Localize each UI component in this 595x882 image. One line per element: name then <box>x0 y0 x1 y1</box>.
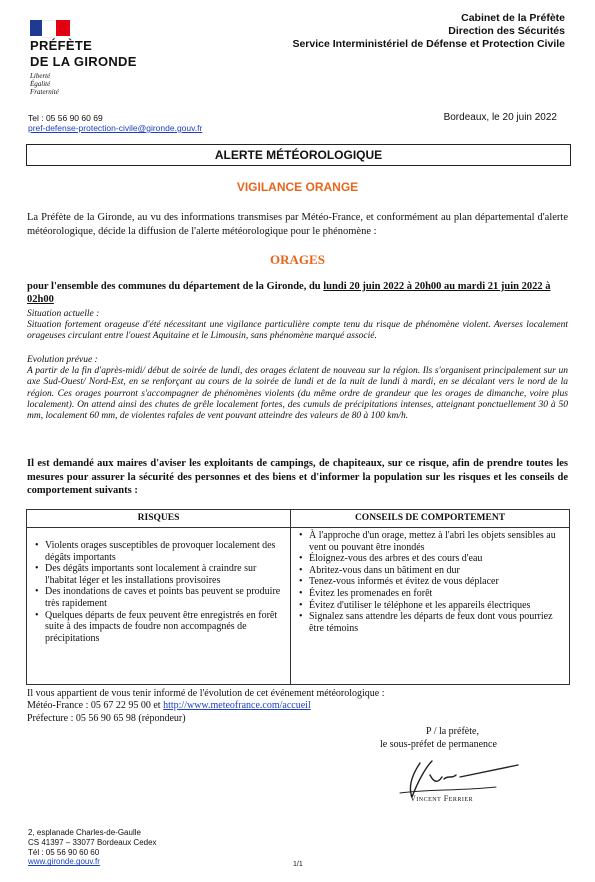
advice-item: • Évitez d'utiliser le téléphone et les appareils électriques <box>297 600 563 612</box>
risk-item: • Violents orages susceptibles de provoquer localement des dégâts importants <box>33 540 285 563</box>
alert-period-range: lundi 20 juin 2022 à 20h00 au mardi 21 juin 2022 à 02h00 <box>27 281 551 305</box>
signature-line-2: le sous-préfet de permanence <box>380 739 497 750</box>
issuer-line-1: Cabinet de la Préfète <box>461 12 565 24</box>
vigilance-level: VIGILANCE ORANGE <box>236 180 359 194</box>
document-title: ALERTE MÉTÉOROLOGIQUE <box>26 144 571 166</box>
advice-item: • À l'approche d'un orage, mettez à l'abri les objets sensibles au vent ou pouvant être inondés <box>297 530 563 553</box>
logo-title-line2: DE LA GIRONDE <box>30 54 137 69</box>
information-sources <box>27 688 385 725</box>
motto-egalite: Égalité <box>30 80 51 88</box>
prefecture-phone: Préfecture : 05 56 90 65 98 (répondeur) <box>27 712 186 724</box>
address-line-3: Tél : 05 56 90 60 60 <box>28 847 100 857</box>
evolution-label: Evolution prévue : <box>27 355 98 365</box>
advice-list <box>297 530 563 634</box>
phenomenon-title: ORAGES <box>270 252 325 267</box>
advice-item: • Abritez-vous dans un bâtiment en dur <box>297 565 563 577</box>
motto-liberte: Liberté <box>30 72 51 80</box>
intro-paragraph: La Préfète de la Gironde, au vu des informations transmises par Météo-France, et conformément au plan départemental d'alerte météorologique, décide la diffusion de l'alerte météorologique pour le phénomène : <box>27 212 568 237</box>
meteo-france-line <box>27 700 385 712</box>
risks-list <box>33 540 285 644</box>
prefecture-address <box>28 828 157 867</box>
situation-label: Situation actuelle : <box>27 309 100 319</box>
risk-item: • Des inondations de caves et points bas peuvent se produire très rapidement <box>33 586 285 609</box>
logo-title-line1: PRÉFÈTE <box>30 38 93 53</box>
signatory-name: Vincent Ferrier <box>410 794 474 803</box>
risk-item: • Des dégâts importants sont localement à craindre sur l'habitat léger et les installations provisoires <box>33 563 285 586</box>
issuer-header <box>292 12 565 51</box>
address-line-1: 2, esplanade Charles-de-Gaulle <box>28 828 141 837</box>
contact-phone: Tel : 05 56 90 60 69 <box>28 113 103 123</box>
republic-flag-logo <box>30 20 70 36</box>
address-line-2: CS 41397 – 33077 Bordeaux Cedex <box>28 837 157 847</box>
risks-advice-table <box>26 509 570 685</box>
meteo-france-link[interactable]: http://www.meteofrance.com/accueil <box>163 700 311 712</box>
contact-email-link[interactable]: pref-defense-protection-civile@gironde.gouv.fr <box>28 123 203 133</box>
advice-item: • Éloignez-vous des arbres et des cours d'eau <box>297 553 563 565</box>
information-intro: Il vous appartient de vous tenir informé de l'évolution de cet événement météorologique : <box>27 688 385 699</box>
mayors-instruction: Il est demandé aux maires d'aviser les exploitants de campings, de chapiteaux, sur ce risque, afin de prendre toutes les mesures pour assurer la sécurité des personnes et des biens et d'informer la population sur les risques et les conseils de comportement suivants : <box>27 458 568 496</box>
alert-period-prefix: pour l'ensemble des communes du département de la Gironde, du <box>27 281 324 292</box>
website-link[interactable]: www.gironde.gouv.fr <box>28 857 100 867</box>
advice-item: • Évitez les promenades en forêt <box>297 588 563 600</box>
situation-text: Situation fortement orageuse d'été nécessitant une vigilance particulière compte tenu du risque de phénomène violent. Averses localement orageuses circulant entre l'ouest Aquitaine et le Limousin, sans phénomène marqué associé. <box>27 320 568 342</box>
advice-item: • Tenez-vous informés et évitez de vous déplacer <box>297 576 563 588</box>
risk-item: • Quelques départs de feux peuvent être enregistrés en forêt suite à des impacts de foudre non accompagnés de précipitations <box>33 610 285 645</box>
signature-line-1: P / la préfète, <box>426 726 479 737</box>
risks-header: RISQUES <box>27 510 290 528</box>
advice-item: • Signalez sans attendre les départs de feux dont vous pourriez être témoins <box>297 611 563 634</box>
page-number: 1/1 <box>293 861 303 868</box>
meteo-france-phone: Météo-France : 05 67 22 95 00 et <box>27 700 164 712</box>
issuer-line-3: Service Interministériel de Défense et Protection Civile <box>292 38 565 50</box>
advice-header: CONSEILS DE COMPORTEMENT <box>291 510 569 528</box>
evolution-text: A partir de la fin d'après-midi/ début de soirée de lundi, des orages éclatent de nouveau sur la région. Ils s'organisent principalement sur un axe Sud-Ouest/ Nord-Est, en se renforçant au cours de la soirée de lundi et de la nuit de lundi à mardi, en se décalant vers le nord de la région. Ces orages pourront s'accompagner de phénomènes violents (du même ordre de grandeur que les orages de dimanche, voire plus localement). On attend ainsi des chutes de grêle localement fortes, des cumuls de précipitations intenses, atteignant ponctuellement 30 à 50 mm, localement 60 mm, de violentes rafales de vent pouvant atteindre des valeurs de 80 à 100 km/h. <box>27 366 568 422</box>
motto-fraternite: Fraternité <box>30 88 59 96</box>
document-date: Bordeaux, le 20 juin 2022 <box>443 112 557 123</box>
issuer-line-2: Direction des Sécurités <box>448 25 565 37</box>
alert-period <box>27 280 568 306</box>
